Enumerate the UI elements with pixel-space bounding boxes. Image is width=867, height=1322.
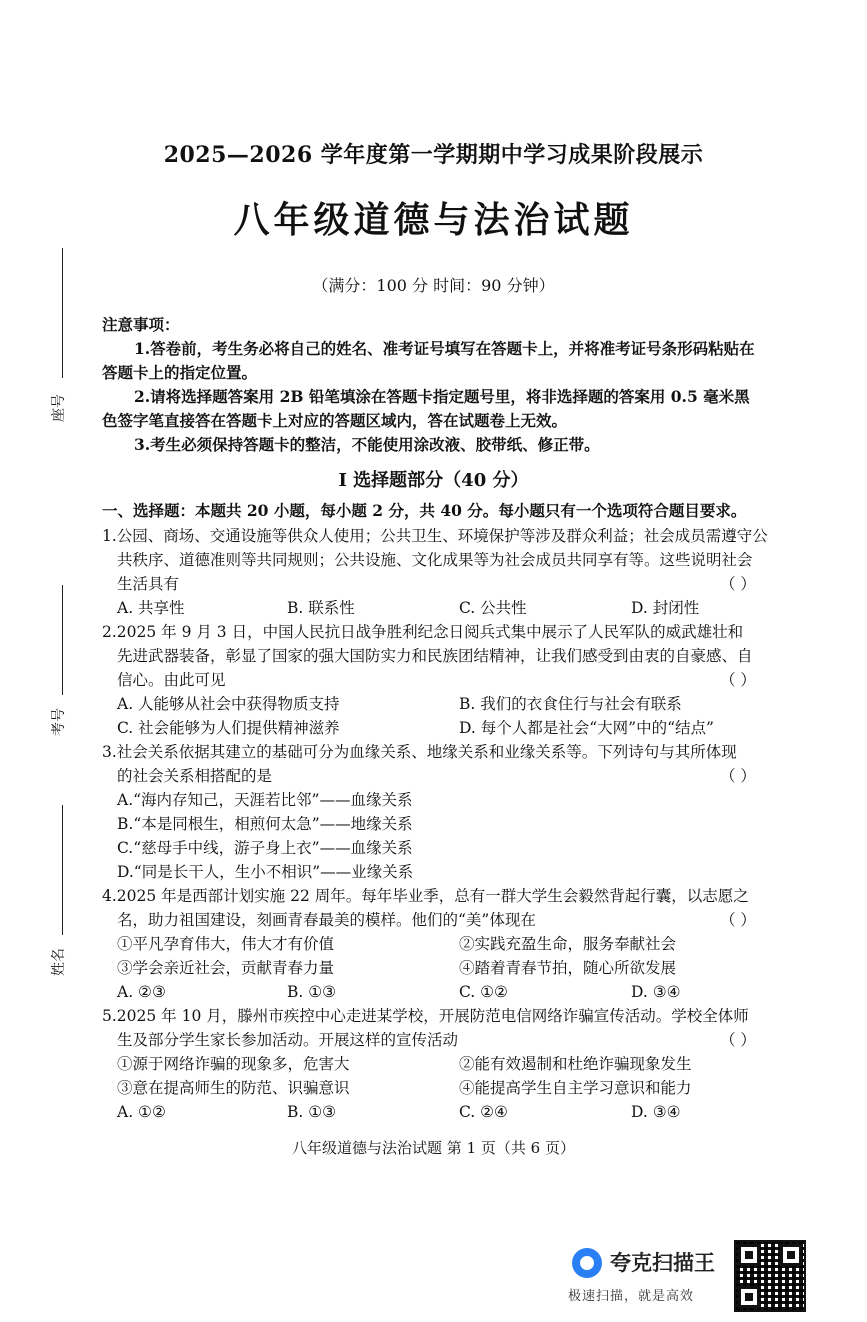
notice-item-1-cont: 答题卡上的指定位置。	[102, 363, 258, 382]
q5-statement-3: ③意在提高师生的防范、识骗意识	[117, 1079, 350, 1097]
q4-option-c: C. ①②	[459, 983, 508, 1001]
q5-option-a: A. ①②	[117, 1103, 166, 1121]
section-intro	[102, 499, 746, 523]
q1-option-c: C. 公共性	[459, 599, 527, 617]
score-time-info: （满分：100 分 时间：90 分钟）	[312, 276, 555, 295]
q2-option-d: D. 每个人都是社会“大网”中的“结点”	[459, 719, 714, 737]
q5-option-d: D. ③④	[631, 1103, 681, 1121]
q1-option-b: B. 联系性	[287, 599, 355, 617]
q3-line-1: 3.社会关系依据其建立的基础可分为血缘关系、地缘关系和业缘关系等。下列诗句与其所体现	[102, 743, 737, 761]
q3-option-c: C.“慈母手中线，游子身上衣”——血缘关系	[117, 839, 413, 857]
page-title: 八年级道德与法治试题	[233, 199, 634, 241]
name-label: 姓名	[51, 948, 67, 976]
q4-statement-4: ④踏着青春节拍，随心所欲发展	[459, 959, 677, 977]
exam-no-label: 考号	[51, 708, 67, 736]
q2-line-2: 先进武器装备，彰显了国家的强大国防实力和民族团结精神，让我们感受到由衷的自豪感、自	[117, 647, 753, 665]
q3-option-a: A.“海内存知己，天涯若比邻”——血缘关系	[117, 791, 413, 809]
exam-no-line	[62, 585, 63, 695]
q4-option-d: D. ③④	[631, 983, 681, 1001]
q3-option-d: D.“同是长干人，生小不相识”——业缘关系	[117, 863, 414, 881]
notice-item-1: 1.答卷前，考生务必将自己的姓名、准考证号填写在答题卡上，并将准考证号条形码粘贴在	[134, 339, 755, 358]
q5-statement-1: ①源于网络诈骗的现象多，危害大	[117, 1055, 350, 1073]
scanner-slogan: 极速扫描，就是高效	[568, 1289, 695, 1304]
q2-line-3: 信心。由此可见	[117, 671, 226, 689]
q3-option-b: B.“本是同根生，相煎何太急”——地缘关系	[117, 815, 413, 833]
q4-statement-2: ②实践充盈生命，服务奉献社会	[459, 935, 677, 953]
q1-line-1: 1.公园、商场、交通设施等供众人使用；公共卫生、环境保护等涉及群众利益；社会成员需遵守公	[102, 527, 768, 545]
section-intro-bold: 一、选择题：本题共 20 小题，每小题 2 分，共 40 分。	[102, 501, 499, 520]
q5-statement-4: ④能提高学生自主学习意识和能力	[459, 1079, 692, 1097]
scanner-watermark	[568, 1245, 728, 1307]
quark-logo-icon	[572, 1248, 602, 1278]
q4-option-b: B. ①③	[287, 983, 337, 1001]
q4-statement-1: ①平凡孕育伟大，伟大才有价值	[117, 935, 335, 953]
q4-statement-3: ③学会亲近社会，贡献青春力量	[117, 959, 335, 977]
q2-option-a: A. 人能够从社会中获得物质支持	[117, 695, 340, 713]
q2-line-1: 2.2025 年 9 月 3 日，中国人民抗日战争胜利纪念日阅兵式集中展示了人民军队的威武雄壮和	[102, 623, 744, 641]
notice-item-2: 2.请将选择题答案用 2B 铅笔填涂在答题卡指定题号里，将非选择题的答案用 0.5 毫米黑	[134, 387, 750, 406]
notice-item-2-cont: 色签字笔直接答在答题卡上对应的答题区域内，答在试题卷上无效。	[102, 411, 568, 430]
q1-option-a: A. 共享性	[117, 599, 185, 617]
q1-option-d: D. 封闭性	[631, 599, 700, 617]
notice-heading: 注意事项：	[102, 315, 180, 334]
q4-line-2: 名，助力祖国建设，刻画青春最美的模样。他们的“美”体现在	[117, 911, 536, 929]
section-title: Ⅰ 选择题部分（40 分）	[338, 470, 529, 491]
q4-line-1: 4.2025 年是西部计划实施 22 周年。每年毕业季，总有一群大学生会毅然背起行囊，以志愿之	[102, 887, 749, 905]
notice-item-3: 3.考生必须保持答题卡的整洁，不能使用涂改液、胶带纸、修正带。	[134, 435, 600, 454]
name-line	[62, 805, 63, 935]
q1-line-3: 生活具有	[117, 575, 180, 593]
q4-answer-paren: （ ）	[720, 911, 756, 929]
q5-option-b: B. ①③	[287, 1103, 337, 1121]
q3-line-2: 的社会关系相搭配的是	[117, 767, 273, 785]
scanner-app-name: 夸克扫描王	[610, 1251, 715, 1275]
q1-answer-paren: （ ）	[720, 575, 756, 593]
q5-line-2: 生及部分学生家长参加活动。开展这样的宣传活动	[117, 1031, 459, 1049]
q2-answer-paren: （ ）	[720, 671, 756, 689]
q5-option-c: C. ②④	[459, 1103, 508, 1121]
q2-option-c: C. 社会能够为人们提供精神滋养	[117, 719, 340, 737]
q2-option-b: B. 我们的衣食住行与社会有联系	[459, 695, 682, 713]
page-footer: 八年级道德与法治试题 第 1 页（共 6 页）	[292, 1139, 575, 1157]
exam-period-title: 2025—2026 学年度第一学期期中学习成果阶段展示	[163, 142, 704, 168]
q5-answer-paren: （ ）	[720, 1031, 756, 1049]
section-intro-rest: 每小题只有一个选项符合题目要求。	[498, 501, 747, 520]
seat-line	[62, 248, 63, 378]
q5-statement-2: ②能有效遏制和杜绝诈骗现象发生	[459, 1055, 692, 1073]
q5-line-1: 5.2025 年 10 月，滕州市疾控中心走进某学校，开展防范电信网络诈骗宣传活动。学校全体师	[102, 1007, 749, 1025]
q4-option-a: A. ②③	[117, 983, 166, 1001]
q3-answer-paren: （ ）	[720, 767, 756, 785]
q1-line-2: 共秩序、道德准则等共同规则；公共设施、文化成果等为社会成员共同享有等。这些说明社会	[117, 551, 753, 569]
seat-label: 座号	[51, 394, 67, 422]
qr-code-icon	[734, 1240, 806, 1312]
